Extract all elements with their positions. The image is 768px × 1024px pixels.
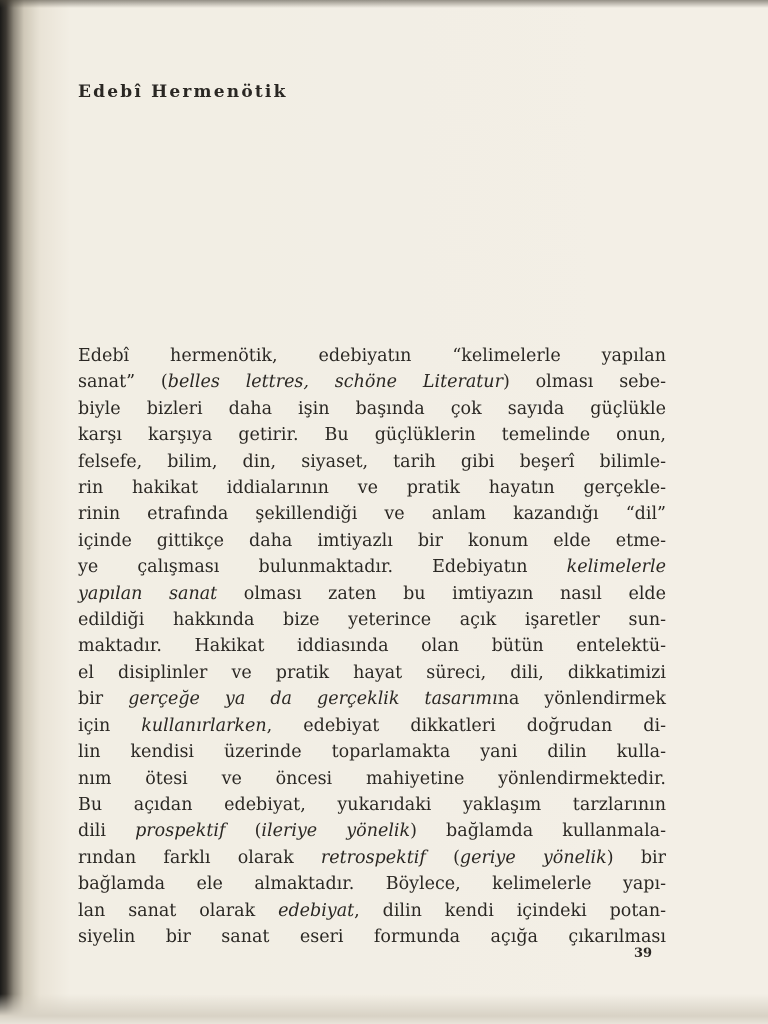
text-line bbox=[78, 792, 666, 818]
page-top-shadow bbox=[0, 0, 768, 8]
text-segment: olması zaten bu imtiyazın nasıl elde bbox=[217, 583, 666, 604]
italic-text-segment: kelimelerle bbox=[566, 557, 666, 578]
text-line bbox=[78, 607, 666, 633]
text-segment: felsefe, bilim, din, siyaset, tarih gibi beşerî bilimle- bbox=[78, 451, 666, 472]
text-segment: , dilin kendi içindeki potan- bbox=[354, 900, 666, 921]
text-line bbox=[78, 501, 666, 527]
text-line bbox=[78, 422, 666, 448]
text-line bbox=[78, 449, 666, 475]
text-segment: biyle bizleri daha işin başında çok sayıda güçlükle bbox=[78, 398, 666, 419]
text-line bbox=[78, 766, 666, 792]
text-segment: bağlamda ele almaktadır. Böylece, kelimelerle yapı- bbox=[78, 874, 666, 895]
text-line bbox=[78, 871, 666, 897]
text-line bbox=[78, 686, 666, 712]
text-segment: , edebiyat dikkatleri doğrudan di- bbox=[266, 715, 666, 736]
text-segment: rin hakikat iddialarının ve pratik hayatın gerçekle- bbox=[78, 478, 666, 499]
text-segment: ye çalışması bulunmaktadır. Edebiyatın bbox=[78, 557, 567, 578]
text-segment: sanat” ( bbox=[78, 372, 168, 393]
text-segment: rinin etrafında şekillendiği ve anlam kazandığı “dil” bbox=[78, 504, 666, 525]
text-line bbox=[78, 924, 666, 950]
text-line bbox=[78, 343, 666, 369]
italic-text-segment: gerçeğe ya da gerçeklik tasarımı bbox=[128, 689, 498, 710]
page-bottom-edge bbox=[0, 994, 768, 1024]
text-segment: karşı karşıya getirir. Bu güçlüklerin temelinde onun, bbox=[78, 425, 666, 446]
italic-text-segment: prospektif bbox=[135, 821, 226, 842]
text-line bbox=[78, 396, 666, 422]
text-segment: içinde gittikçe daha imtiyazlı bir konum elde etme- bbox=[78, 530, 666, 551]
italic-text-segment: yapılan sanat bbox=[78, 583, 218, 604]
text-segment: siyelin bir sanat eseri formunda açığa çıkarılması bbox=[78, 926, 666, 947]
text-line bbox=[78, 845, 666, 871]
text-segment: lan sanat olarak bbox=[78, 900, 279, 921]
text-line bbox=[78, 898, 666, 924]
text-segment: ) bağlamda kullanmala- bbox=[410, 821, 667, 842]
text-line bbox=[78, 554, 666, 580]
chapter-title: Edebî Hermenötik bbox=[78, 82, 288, 102]
italic-text-segment: geriye yönelik bbox=[459, 847, 607, 868]
text-segment: Bu açıdan edebiyat, yukarıdaki yaklaşım tarzlarının bbox=[78, 794, 666, 815]
text-line bbox=[78, 369, 666, 395]
text-segment: el disiplinler ve pratik hayat süreci, dili, dikkatimizi bbox=[78, 662, 666, 683]
text-segment: ) bir bbox=[606, 847, 667, 868]
italic-text-segment: edebiyat bbox=[278, 900, 355, 921]
text-line bbox=[78, 528, 666, 554]
text-segment: rından farklı olarak bbox=[78, 847, 321, 868]
text-segment: bir bbox=[78, 689, 129, 710]
text-segment: maktadır. Hakikat iddiasında olan bütün entelektü- bbox=[78, 636, 666, 657]
text-segment: için bbox=[78, 715, 142, 736]
body-paragraph bbox=[78, 343, 666, 950]
text-line bbox=[78, 633, 666, 659]
text-segment: na yönlendirmek bbox=[497, 689, 666, 710]
text-line bbox=[78, 475, 666, 501]
text-segment: ( bbox=[225, 821, 262, 842]
text-line bbox=[78, 660, 666, 686]
text-segment: edildiği hakkında bize yeterince açık işaretler sun- bbox=[78, 610, 666, 631]
text-segment: nım ötesi ve öncesi mahiyetine yönlendirmektedir. bbox=[78, 768, 666, 789]
text-line bbox=[78, 739, 666, 765]
italic-text-segment: kullanırlarken bbox=[141, 715, 267, 736]
italic-text-segment: retrospektif bbox=[320, 847, 426, 868]
text-line bbox=[78, 713, 666, 739]
italic-text-segment: belles lettres, schöne Literatur bbox=[167, 372, 503, 393]
page-number: 39 bbox=[634, 946, 653, 961]
text-segment: Edebî hermenötik, edebiyatın “kelimelerle yapılan bbox=[78, 346, 666, 366]
text-segment: lin kendisi üzerinde toparlamakta yani dilin kulla- bbox=[78, 742, 666, 763]
text-segment: ) olması sebe- bbox=[502, 372, 666, 393]
text-line bbox=[78, 818, 666, 844]
text-segment: dili bbox=[78, 821, 136, 842]
italic-text-segment: ileriye yönelik bbox=[261, 821, 411, 842]
text-segment: ( bbox=[425, 847, 460, 868]
text-line bbox=[78, 581, 666, 607]
